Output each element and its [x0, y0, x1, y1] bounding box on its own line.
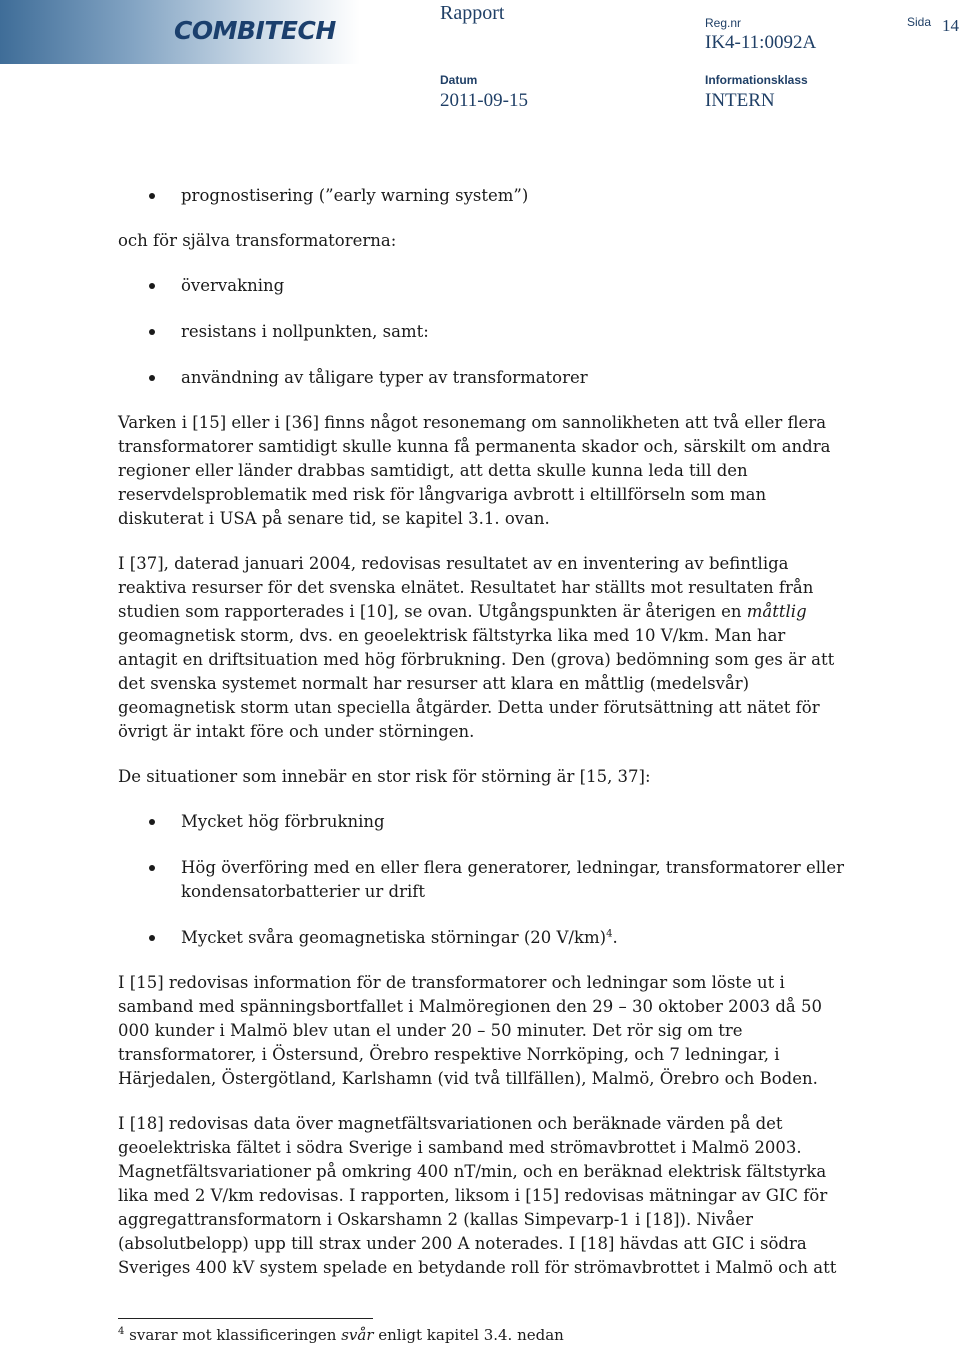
document-body — [118, 184, 848, 1301]
list-item: Hög överföring med en eller flera generatorer, ledningar, transformatorer eller kondensatorbatterier ur drift — [181, 856, 848, 904]
regnr-value: IK4-11:0092A — [705, 32, 817, 53]
info-class-label: Informationsklass — [705, 73, 808, 87]
bullet-list — [118, 184, 848, 208]
company-logo: COMBITECH — [174, 16, 336, 45]
bullet-icon — [149, 283, 155, 289]
footnote-ref: 4 — [606, 928, 613, 940]
list-item: Mycket hög förbrukning — [181, 810, 848, 834]
document-type: Rapport — [440, 2, 505, 24]
bullet-icon — [149, 375, 155, 381]
page-label: Sida — [907, 15, 932, 29]
bullet-icon — [149, 329, 155, 335]
regnr-label: Reg.nr — [705, 16, 742, 30]
footnote: $^4$ svarar mot klassificeringen svår enligt kapitel 3.4. nedan — [118, 1326, 564, 1344]
paragraph: I [37], daterad januari 2004, redovisas resultatet av en inventering av befintliga reaktiva resurser för det svenska elnätet. Resultatet har ställts mot resultaten från studien som rapporterades i [10], se ovan. Utgångspunkten är återigen en måttlig geomagnetisk storm, dvs. en geoelektrisk fältstyrka lika med 10 V/km. Man har antagit en driftsituation med hög förbrukning. Den (grova) bedömning som ges är att det svenska systemet normalt har resurser att klara en måttlig (medelsvår) geomagnetisk storm utan speciella åtgärder. Detta under förutsättning att nätet för övrigt är intakt före och under störningen. — [118, 554, 835, 741]
footnote-number: 4 — [118, 1326, 125, 1337]
list-item: resistans i nollpunkten, samt: — [181, 320, 848, 344]
paragraph: De situationer som innebär en stor risk för störning är [15, 37]: — [118, 767, 651, 786]
date-label: Datum — [440, 73, 478, 87]
paragraph: Varken i [15] eller i [36] finns något resonemang om sannolikheten att två eller flera transformatorer samtidigt skulle kunna få permanenta skador och, särskilt om andra regioner eller länder drabbas samtidigt, att detta skulle kunna leda till den reservdelsproblematik med risk för långvariga avbrott i eltillförseln som man diskuterat i USA på senare tid, se kapitel 3.1. ovan. — [118, 413, 831, 528]
list-item: prognostisering (”early warning system”) — [181, 184, 848, 208]
bullet-icon — [149, 819, 155, 825]
bullet-icon — [149, 865, 155, 871]
bullet-list — [118, 810, 848, 950]
bullet-icon — [149, 935, 155, 941]
page-number: 14 — [942, 16, 959, 35]
list-item: övervakning — [181, 274, 848, 298]
paragraph: och för själva transformatorerna: — [118, 231, 397, 250]
info-class-value: INTERN — [705, 90, 775, 111]
bullet-icon — [149, 193, 155, 199]
paragraph: I [15] redovisas information för de transformatorer och ledningar som löste ut i samband med spänningsbortfallet i Malmöregionen den 29 – 30 oktober 2003 då 50 000 kunder i Malmö blev utan el under 20 – 50 minuter. Det rör sig om tre transformatorer, i Östersund, Örebro respektive Norrköping, och 7 ledningar, i Härjedalen, Östergötland, Karlshamn (vid två tillfällen), Malmö, Örebro och Boden. — [118, 973, 823, 1088]
paragraph: I [18] redovisas data över magnetfältsvariationen och beräknade värden på det geoelektriska fältet i södra Sverige i samband med strömavbrottet i Malmö 2003. Magnetfältsvariationer på omkring 400 nT/min, och en beräknad elektrisk fältstyrka lika med 2 V/km redovisas. I rapporten, liksom i [15] redovisas mätningar av GIC för aggregattransformatorn i Oskarshamn 2 (kallas Simpevarp-1 i [18]). Nivåer (absolutbelopp) upp till strax under 200 A noterades. I [18] hävdas att GIC i södra Sveriges 400 kV system spelade en betydande roll för strömavbrottet i Malmö och att — [118, 1114, 837, 1277]
footnote-divider — [118, 1318, 373, 1319]
list-item: användning av tåligare typer av transformatorer — [181, 366, 848, 390]
bullet-list — [118, 274, 848, 390]
date-value: 2011-09-15 — [440, 90, 528, 111]
list-item: Mycket svåra geomagnetiska störningar (20 V/km)$^4$. — [181, 926, 848, 950]
